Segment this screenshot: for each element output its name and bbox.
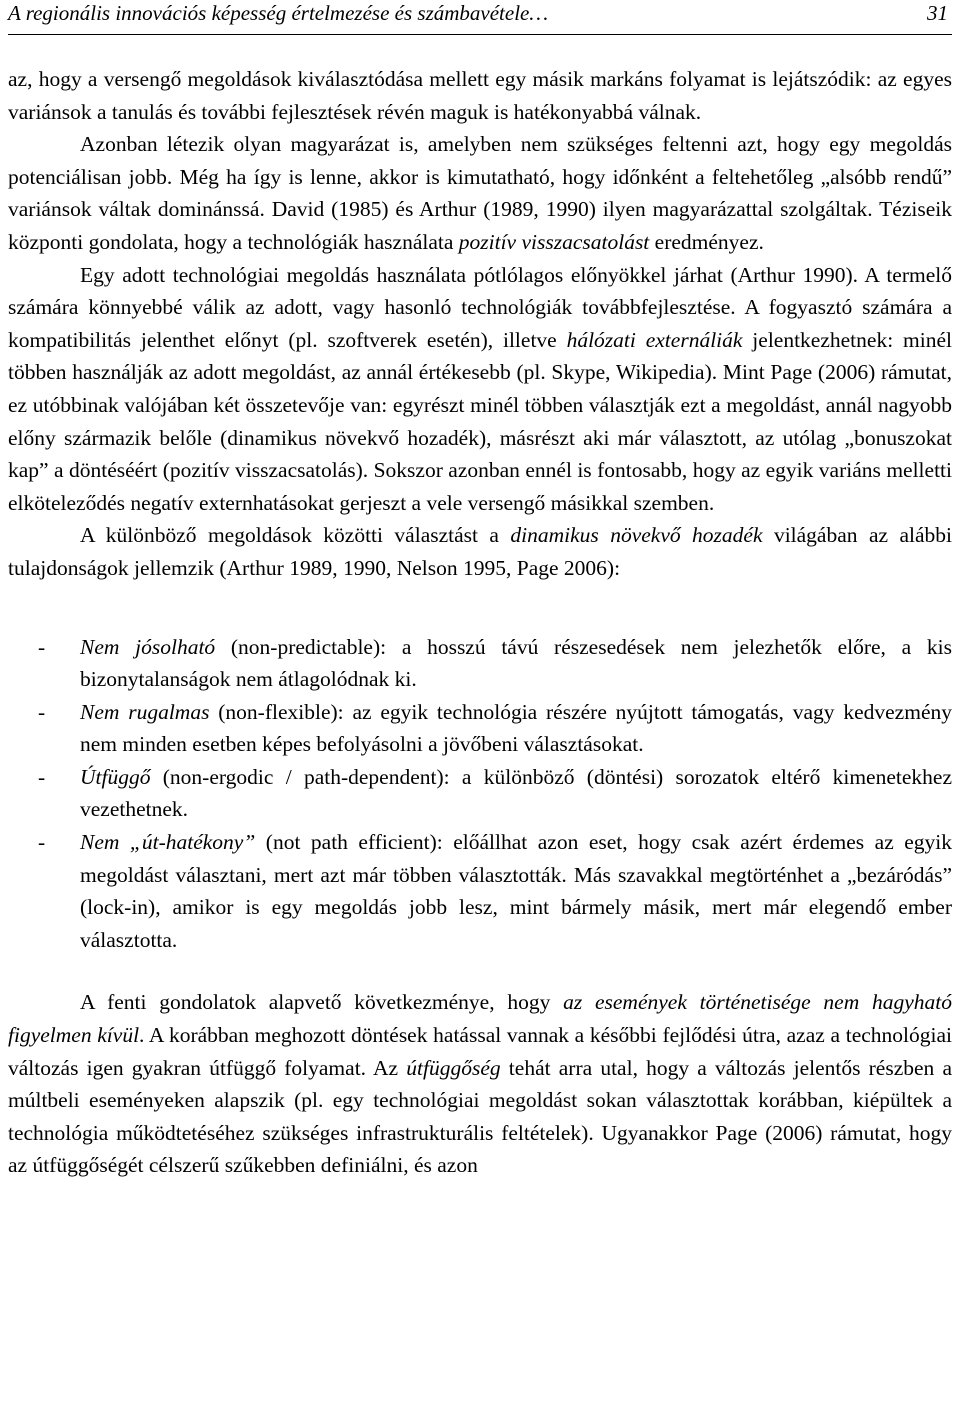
paragraph-5 [8,986,952,1182]
list-text: (non-flexible): az egyik technológia részére nyújtott támogatás, vagy kedvezmény nem minden esetben képes befolyásolni a jövőbeni választásokat. [80,699,952,757]
paragraph-text: az, hogy a versengő megoldások kiválasztódása mellett egy másik markáns folyamat is lejátszódik: az egyes variánsok a tanulás és további fejlesztések révén maguk is hatékonyabbá válnak. [8,67,952,124]
list-term: Útfüggő [80,764,151,789]
list-dash: - [38,830,46,855]
italic-term: pozitív visszacsatolást [458,229,650,254]
paragraph-text: Azonban létezik olyan magyarázat is, amelyben nem szükséges feltenni azt, hogy egy megoldás potenciálisan jobb. Még ha így is lenne, akkor is kimutatható, hogy időnként a feltehetőleg „alsóbb rendű” variánsok váltak dominánssá. David (1985) és Arthur (1989, 1990) ilyen magyarázattal szolgáltak. Téziseik központi gondolata, hogy a technológiák használata [8,132,952,254]
list-item [8,631,952,696]
list-item [8,826,952,956]
italic-term: az események történetisége nem hagyható figyelmen kívül [8,990,952,1048]
spacer [8,956,952,986]
paragraph-text: Egy adott technológiai megoldás használata pótlólagos előnyökkel járhat (Arthur 1990). A termelő számára könnyebbé válik az adott, vagy hasonló technológiák továbbfejlesztése. A fogyasztó számára a kompatibilitás jelenthet előnyt (pl. szoftverek esetén), illetve [8,262,952,352]
paragraph-text: eredményez. [649,229,764,254]
list-dash: - [38,634,46,659]
paragraph-1 [8,63,952,128]
italic-term: útfüggőség [406,1055,501,1080]
document-body [8,63,952,1182]
header-title: A regionális innovációs képesség értelmezése és számbavétele… [8,1,549,25]
list-text: (not path efficient): előállhat azon eset, hogy csak azért érdemes az egyik megoldást választani, mert azt már többen választották. Más szavakkal megtörténhet a „bezáródás” (lock-in), amikor is egy megoldás jobb lesz, mint bármely másik, mert már elegendő ember választotta. [80,830,952,952]
paragraph-text: . A korábban meghozott döntések hatással vannak a későbbi fejlődési útra, azaz a technológiai változás igen gyakran útfüggő folyamat. Az [8,1023,952,1080]
spacer [8,585,952,631]
list-item [8,696,952,761]
paragraph-3 [8,259,952,520]
list-text: (non-ergodic / path-dependent): a különböző (döntési) sorozatok eltérő kimenetekhez vezethetnek. [80,764,952,822]
paragraph-text: világában az alábbi tulajdonságok jellemzik (Arthur 1989, 1990, Nelson 1995, Page 2006): [8,523,952,580]
paragraph-text: A különböző megoldások közötti választást a [80,523,511,548]
paragraph-text: A fenti gondolatok alapvető következménye, hogy [80,990,564,1015]
paragraph-4 [8,519,952,584]
list-text: (non-predictable): a hosszú távú részesedések nem jelezhetők előre, a kis bizonytalanságok nem átlagolódnak ki. [80,634,952,692]
italic-term: hálózati externáliák [566,327,743,352]
list-term: Nem rugalmas [80,699,210,724]
list-term: Nem „út-hatékony” [80,830,256,855]
page-number: 31 [927,1,948,25]
list-item [8,761,952,826]
italic-term: dinamikus növekvő hozadék [510,523,763,548]
list-dash: - [38,764,46,789]
paragraph-text: jelentkezhetnek: minél többen használják az adott megoldást, az annál értékesebb (pl. Skype, Wikipedia). Mint Page (2006) rámutat, ez utóbbinak valójában két összetevője van: egyrészt minél többen választják ezt a megoldást, annál nagyobb előny származik belőle (dinamikus növekvő hozadék), másrészt aki már választott, az utólag „bonuszokat kap” a döntéséért (pozitív visszacsatolás). Sokszor azonban ennél is fontosabb, hogy az egyik variáns melletti elköteleződés negatív externhatásokat gerjeszt a vele versengő másikkal szemben. [8,327,952,515]
list-dash: - [38,699,46,724]
property-list [8,631,952,957]
paragraph-text: tehát arra utal, hogy a változás jelentős részben a múltbeli eseményeken alapszik (pl. egy technológiai megoldást sokan választottak korábban, kiépültek a technológia működtetéséhez szükséges infrastrukturális feltételek). Ugyanakkor Page (2006) rámutat, hogy az útfüggőségét célszerű szűkebben definiálni, és azon [8,1055,953,1178]
paragraph-2 [8,128,952,258]
running-header [8,0,952,35]
list-term: Nem jósolható [80,634,216,659]
